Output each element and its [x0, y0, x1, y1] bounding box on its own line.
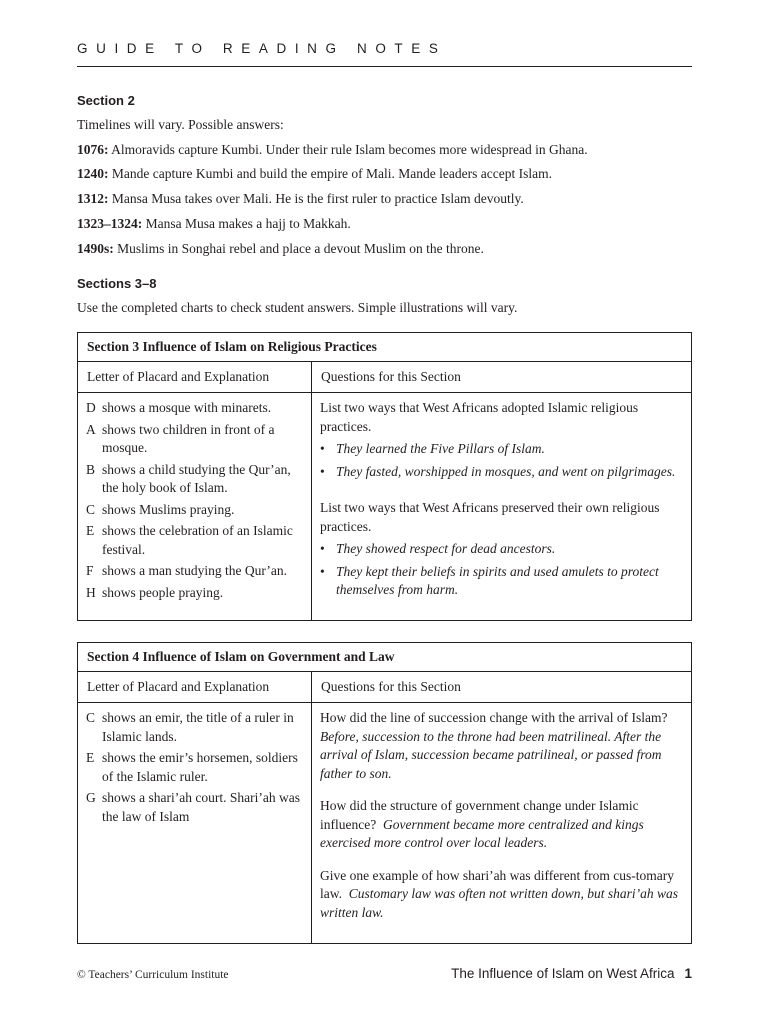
section-3-table	[77, 332, 692, 621]
placard-letter: F	[86, 563, 94, 578]
question-block	[320, 867, 683, 923]
answer-text: They showed respect for dead ancestors.	[336, 541, 556, 556]
placard-explanation: shows an emir, the title of a ruler in Islamic lands.	[102, 710, 294, 744]
timeline-entry	[77, 166, 552, 182]
lesson-title: The Influence of Islam on West Africa	[451, 966, 675, 981]
section-4-title: Section 4 Influence of Islam on Government and Law	[78, 643, 692, 672]
header-rule	[77, 66, 692, 67]
placard-explanation: shows the celebration of an Islamic festival.	[102, 523, 293, 557]
placard-item	[86, 584, 303, 603]
placard-explanation: shows a child studying the Qur’an, the holy book of Islam.	[102, 461, 291, 495]
running-header: GUIDE TO READING NOTES	[77, 41, 447, 56]
timeline-text: Mansa Musa makes a hajj to Makkah.	[142, 216, 351, 231]
placard-item	[86, 749, 303, 786]
answer-text: written law.	[320, 904, 384, 920]
placard-explanation: shows two children in front of a mosque.	[102, 421, 275, 455]
placard-explanation: shows people praying.	[102, 584, 224, 600]
placard-item	[86, 501, 303, 520]
bullet-icon: •	[320, 541, 325, 556]
section-2-heading: Section 2	[77, 93, 135, 108]
placard-item	[86, 522, 303, 559]
placard-item	[86, 421, 303, 458]
answer-item	[320, 463, 683, 482]
placard-letter: D	[86, 400, 96, 415]
answer-text: They fasted, worshipped in mosques, and went on pilgrimages.	[336, 463, 676, 479]
placard-explanation: shows a man studying the Qur’an.	[102, 563, 287, 578]
column-header-questions: Questions for this Section	[312, 672, 692, 703]
question-text: Give one example of how shari’ah was different from cus-tomary law.	[320, 867, 675, 901]
placard-letter: G	[86, 790, 96, 805]
timeline-entry	[77, 142, 588, 158]
timeline-text: Almoravids capture Kumbi. Under their rule Islam becomes more widespread in Ghana.	[108, 142, 588, 157]
answer-text: They learned the Five Pillars of Islam.	[336, 441, 545, 456]
answer-text: They kept their beliefs in spirits and used amulets to protect themselves from harm.	[336, 563, 659, 597]
placard-letter: C	[86, 710, 96, 725]
timeline-text: Muslims in Songhai rebel and place a devout Muslim on the throne.	[113, 241, 484, 256]
placard-letter: C	[86, 501, 96, 517]
question-block	[320, 709, 683, 783]
placard-explanation: shows a mosque with minarets.	[102, 400, 272, 415]
bullet-icon: •	[320, 441, 325, 456]
placard-item	[86, 399, 303, 418]
question-text: List two ways that West Africans preserved their own religious practices.	[320, 500, 660, 534]
bullet-icon: •	[320, 463, 325, 479]
question-text: List two ways that West Africans adopted Islamic religious practices.	[320, 400, 639, 434]
placard-list	[78, 703, 312, 944]
answer-list	[320, 540, 683, 600]
timeline-date: 1312:	[77, 191, 109, 206]
placard-explanation: shows a shari’ah court. Shari’ah was the law of Islam	[102, 790, 300, 824]
placard-item	[86, 789, 303, 826]
timeline-date: 1323–1324:	[77, 216, 143, 231]
timeline-text: Mande capture Kumbi and build the empire of Mali. Mande leaders accept Islam.	[108, 166, 552, 181]
page-number: 1	[684, 966, 692, 981]
timeline-text: Mansa Musa takes over Mali. He is the first ruler to practice Islam devoutly.	[108, 191, 524, 206]
question-text: How did the structure of government change under Islamic influence?	[320, 798, 639, 832]
placard-letter: E	[86, 523, 95, 538]
timeline-entry	[77, 216, 351, 232]
timeline-date: 1240:	[77, 166, 109, 181]
section-2-intro: Timelines will vary. Possible answers:	[77, 117, 284, 132]
placard-letter: H	[86, 584, 96, 600]
column-header-questions: Questions for this Section	[312, 362, 692, 393]
column-header-placard: Letter of Placard and Explanation	[78, 362, 312, 393]
questions-cell	[312, 703, 692, 944]
answer-item	[320, 563, 683, 600]
answer-item	[320, 440, 683, 459]
timeline-entry	[77, 191, 524, 207]
bullet-icon: •	[320, 563, 325, 579]
placard-explanation: shows the emir’s horsemen, soldiers of the Islamic ruler.	[102, 750, 298, 784]
timeline-date: 1076:	[77, 142, 109, 157]
answer-text: Before, succession to the throne had been matrilineal. After the arrival of Islam, succession became patrilineal, or passed from father to son.	[320, 728, 662, 781]
placard-letter: E	[86, 750, 95, 765]
placard-explanation: shows Muslims praying.	[102, 501, 235, 517]
question-block	[320, 797, 683, 853]
timeline-date: 1490s:	[77, 241, 114, 256]
section-3-title: Section 3 Influence of Islam on Religious Practices	[78, 333, 692, 362]
sections-3-8-intro: Use the completed charts to check student answers. Simple illustrations will vary.	[77, 300, 518, 315]
sections-3-8-heading: Sections 3–8	[77, 276, 157, 291]
column-header-placard: Letter of Placard and Explanation	[78, 672, 312, 703]
answer-list	[320, 440, 683, 481]
placard-item	[86, 562, 303, 581]
placard-list	[78, 393, 312, 621]
placard-letter: B	[86, 461, 96, 477]
section-4-table	[77, 642, 692, 944]
placard-letter: A	[86, 421, 96, 437]
answer-text: Government became more centralized and kings exercised more control over local leaders.	[320, 816, 644, 850]
placard-item	[86, 709, 303, 746]
answer-text: Customary law was often not written down, but shari’ah was	[348, 886, 679, 901]
answer-item	[320, 540, 683, 559]
placard-item	[86, 461, 303, 498]
timeline-entry	[77, 241, 484, 257]
page-footer	[451, 966, 692, 981]
copyright: © Teachers’ Curriculum Institute	[77, 969, 229, 981]
questions-cell	[312, 393, 692, 621]
question-text: How did the line of succession change with the arrival of Islam?	[320, 710, 668, 725]
